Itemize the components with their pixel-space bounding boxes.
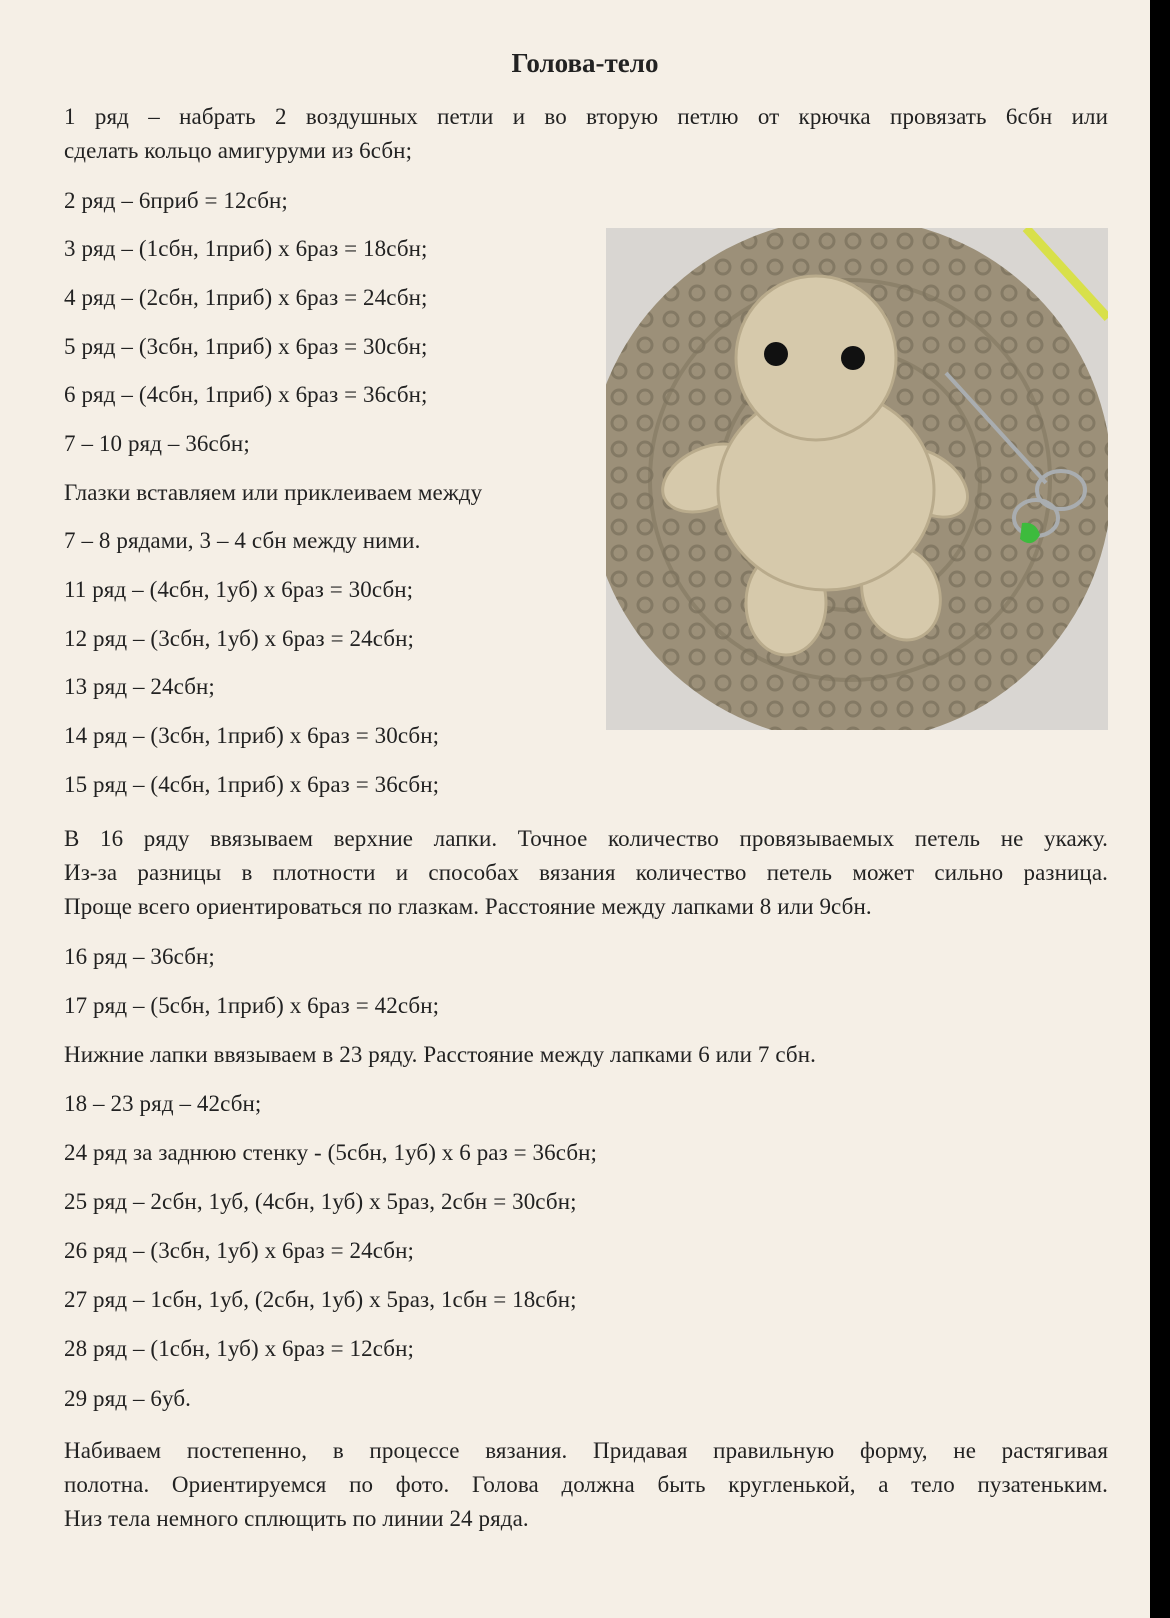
page-title: Голова-тело — [511, 48, 659, 78]
text-line: 27 ряд – 1сбн, 1уб, (2сбн, 1уб) х 5раз, 1сбн = 18сбн; — [64, 1287, 577, 1312]
toy-photo — [606, 228, 1108, 730]
text-line: 12 ряд – (3сбн, 1уб) х 6раз = 24сбн; — [64, 626, 415, 651]
toy-left-eye — [764, 342, 788, 366]
text-line: 18 – 23 ряд – 42сбн; — [64, 1091, 262, 1116]
text-line: 15 ряд – (4сбн, 1приб) х 6раз = 36сбн; — [64, 772, 440, 797]
text-line: 14 ряд – (3сбн, 1приб) х 6раз = 30сбн; — [64, 723, 440, 748]
text-line: Глазки вставляем или приклеиваем между — [64, 480, 483, 505]
toy-head — [736, 276, 896, 440]
toy-photo-illustration — [606, 228, 1108, 730]
text-line: 7 – 10 ряд – 36сбн; — [64, 431, 250, 456]
text-line: 11 ряд – (4сбн, 1уб) х 6раз = 30сбн; — [64, 577, 414, 602]
text-line: 5 ряд – (3сбн, 1приб) х 6раз = 30сбн; — [64, 334, 428, 359]
text-line: 16 ряд – 36сбн; — [64, 944, 215, 969]
text-line: Набиваем постепенно, в процессе вязания. Придавая правильную форму, не растягивая — [64, 1438, 1108, 1463]
text-line: 25 ряд – 2сбн, 1уб, (4сбн, 1уб) х 5раз, 2сбн = 30сбн; — [64, 1189, 577, 1214]
text-line: полотна. Ориентируемся по фото. Голова должна быть кругленькой, а тело пузатеньким. — [64, 1472, 1108, 1497]
text-line: Низ тела немного сплющить по линии 24 ряда. — [64, 1506, 529, 1531]
text-line: В 16 ряду ввязываем верхние лапки. Точное количество провязываемых петель не укажу. — [64, 826, 1108, 851]
text-line: Нижние лапки ввязываем в 23 ряду. Расстояние между лапками 6 или 7 сбн. — [64, 1042, 816, 1067]
text-line: 29 ряд – 6уб. — [64, 1386, 191, 1411]
text-line: 28 ряд – (1сбн, 1уб) х 6раз = 12сбн; — [64, 1336, 415, 1361]
text-line: 6 ряд – (4сбн, 1приб) х 6раз = 36сбн; — [64, 382, 428, 407]
text-line: 26 ряд – (3сбн, 1уб) х 6раз = 24сбн; — [64, 1238, 415, 1263]
text-line: 2 ряд – 6приб = 12сбн; — [64, 188, 288, 213]
text-line: сделать кольцо амигуруми из 6сбн; — [64, 138, 413, 163]
text-line: 17 ряд – (5сбн, 1приб) х 6раз = 42сбн; — [64, 993, 440, 1018]
toy-right-eye — [841, 346, 865, 370]
text-line: 13 ряд – 24сбн; — [64, 674, 215, 699]
text-line: Из-за разницы в плотности и способах вязания количество петель может сильно разница. — [64, 860, 1108, 885]
text-line: 7 – 8 рядами, 3 – 4 сбн между ними. — [64, 528, 421, 553]
text-line: 1 ряд – набрать 2 воздушных петли и во вторую петлю от крючка провязать 6сбн или — [64, 104, 1108, 129]
text-line: 4 ряд – (2сбн, 1приб) х 6раз = 24сбн; — [64, 285, 428, 310]
text-line: 24 ряд за заднюю стенку - (5сбн, 1уб) х 6 раз = 36сбн; — [64, 1140, 598, 1165]
text-line: 3 ряд – (1сбн, 1приб) х 6раз = 18сбн; — [64, 236, 428, 261]
text-line: Проще всего ориентироваться по глазкам. Расстояние между лапками 8 или 9сбн. — [64, 894, 872, 919]
